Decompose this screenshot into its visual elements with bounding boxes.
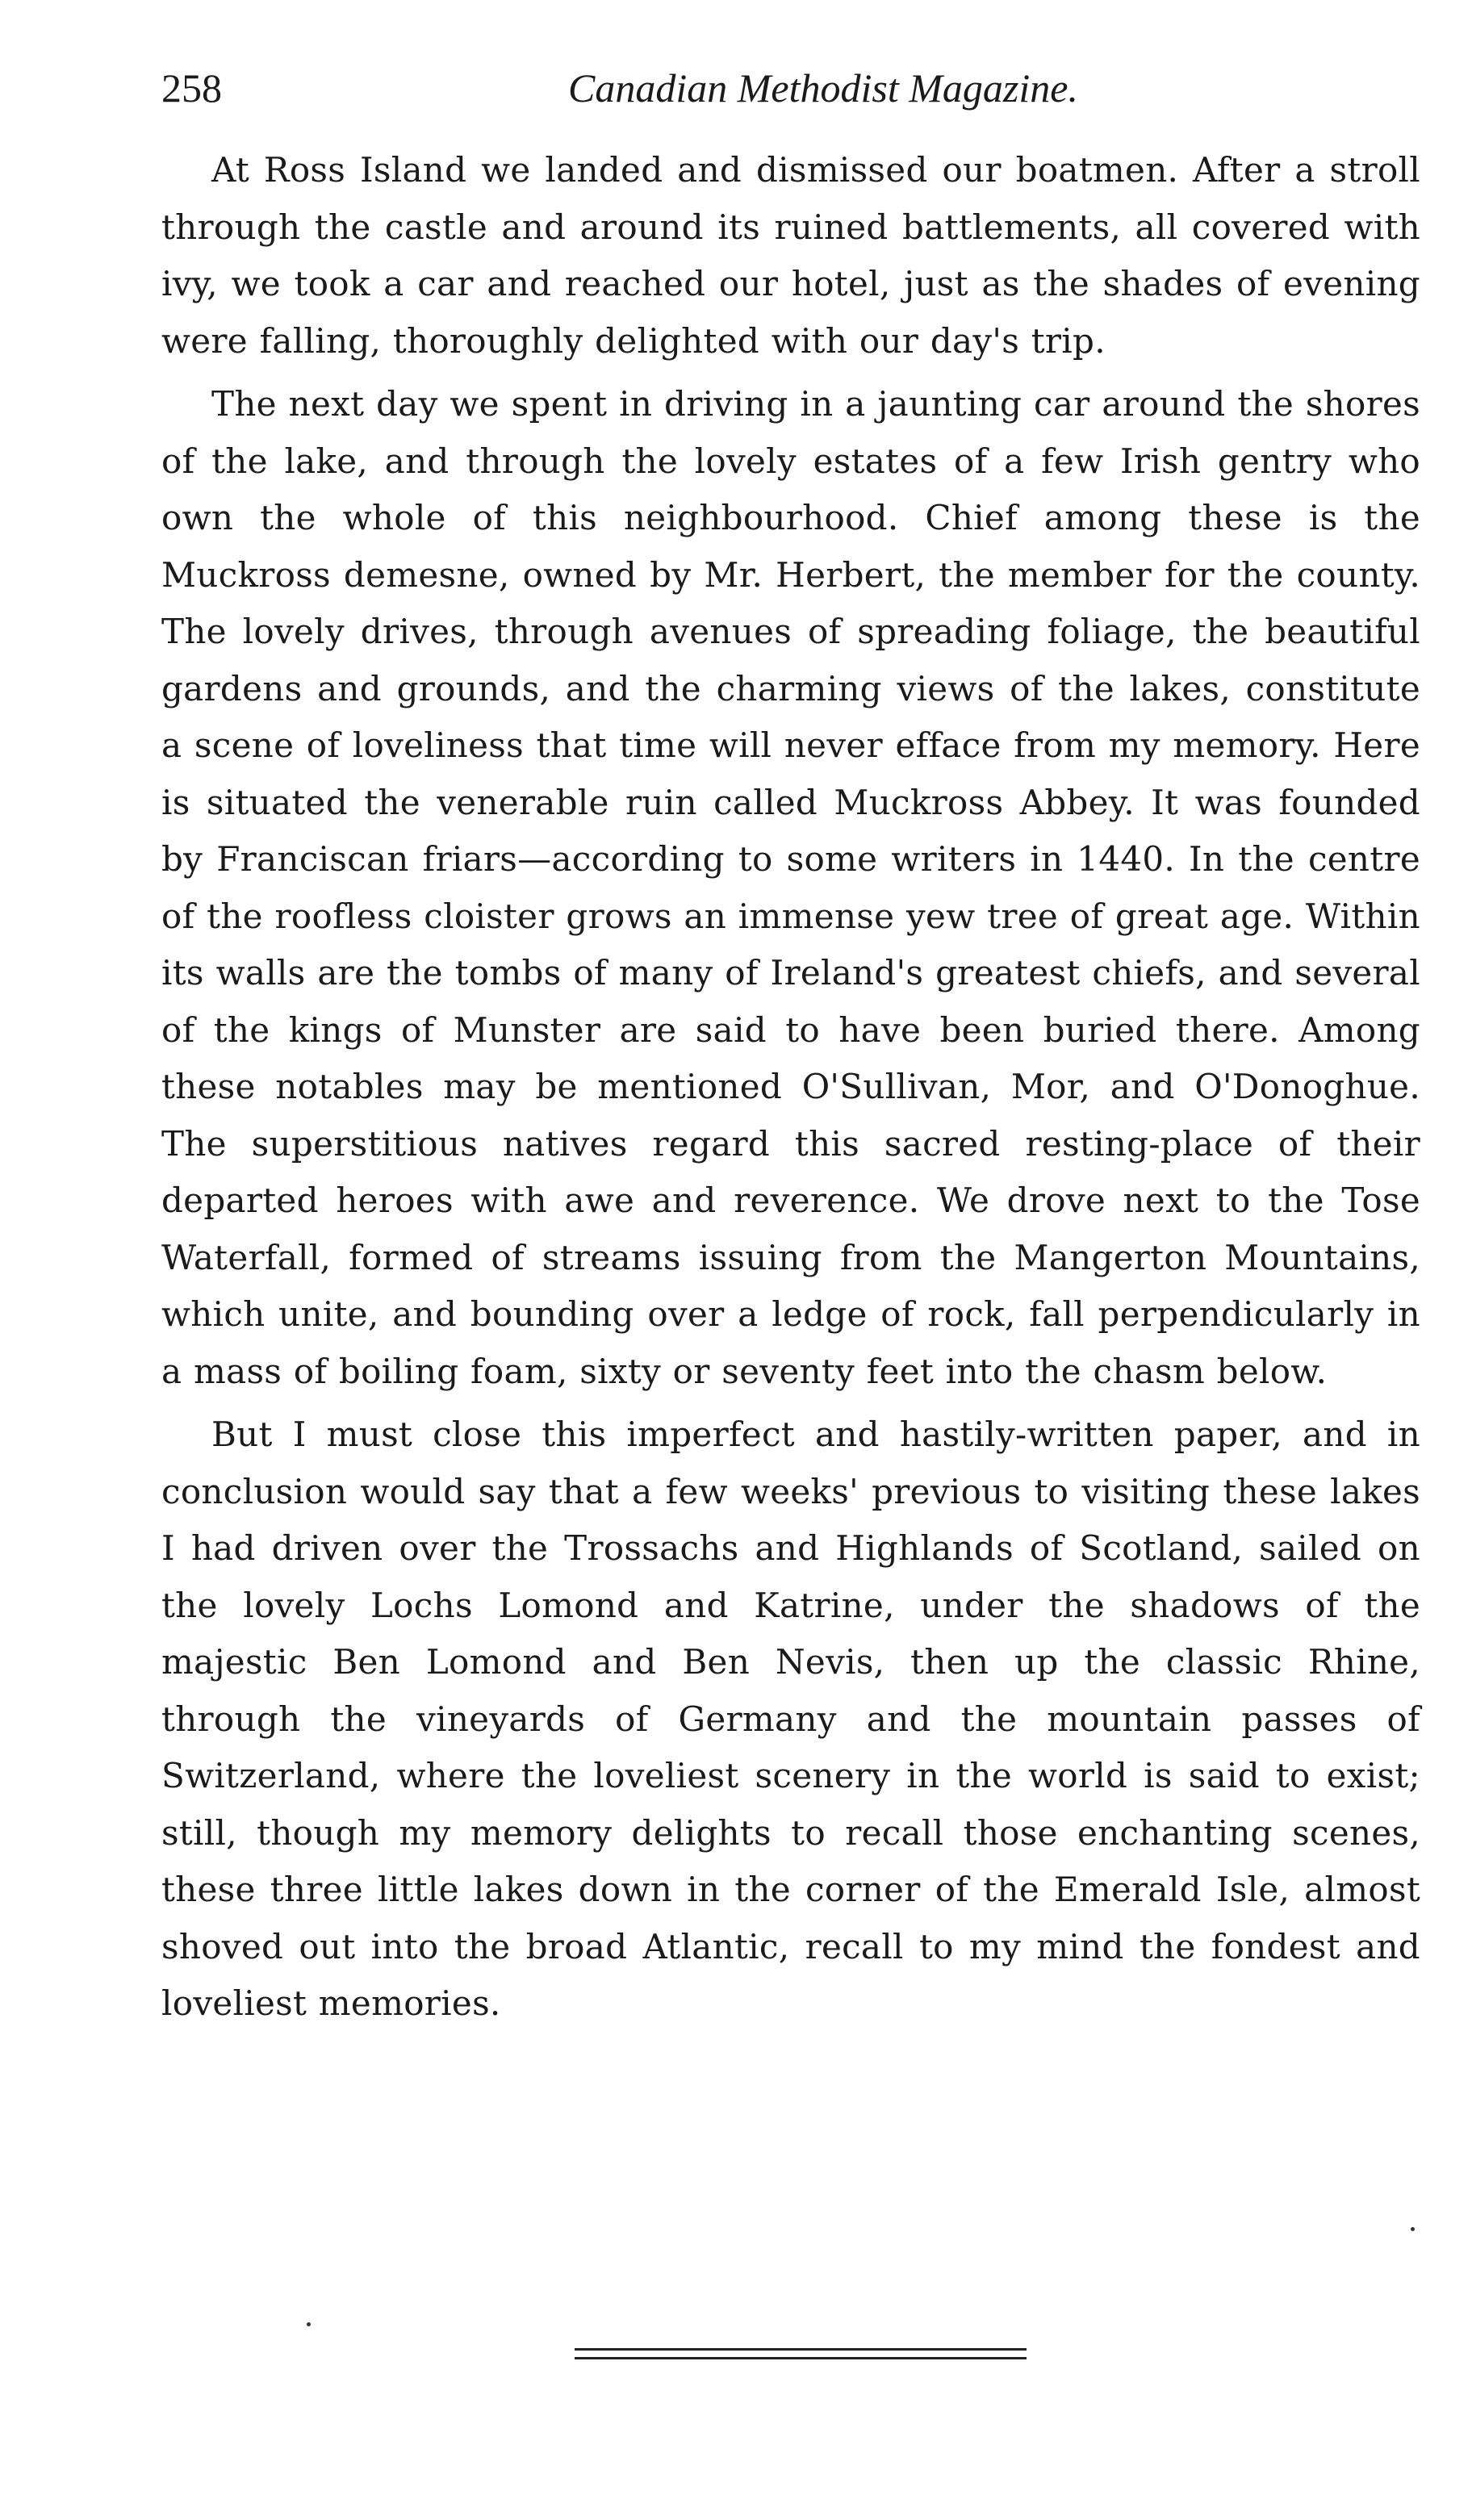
print-speck: [1411, 2227, 1415, 2231]
paragraph-muckross: The next day we spent in driving in a jaunting car around the shores of the lake, and through the lovely estates of a few Irish gentry who own the whole of this neighbourhood. Chief among these is the Muckross demesne, owned by Mr. Herbert, the member for the county. The lovely drives, through avenues of spreading foliage, the beautiful gardens and grounds, and the charming views of the lakes, constitute a scene of loveliness that time will never efface from my memory. Here is situated the venerable ruin called Muckross Abbey. It was founded by Franciscan friars—according to some writers in 1440. In the centre of the roofless cloister grows an immense yew tree of great age. Within its walls are the tombs of many of Ireland's greatest chiefs, and several of the kings of Munster are said to have been buried there. Among these notables may be mentioned O'Sullivan, Mor, and O'Donoghue. The superstitious natives regard this sacred resting-place of their departed heroes with awe and reverence. We drove next to the Tose Waterfall, formed of streams issuing from the Mangerton Mountains, which unite, and bounding over a ledge of rock, fall perpendicularly in a mass of boiling foam, sixty or seventy feet into the chasm below.: [161, 384, 1420, 1391]
print-speck: [307, 2322, 311, 2326]
article-body: [161, 142, 1420, 2039]
running-title: Canadian Methodist Magazine.: [568, 65, 1078, 111]
page-number: 258: [161, 65, 222, 111]
end-of-article-double-rule: [575, 2348, 1027, 2359]
paragraph-ross-island: At Ross Island we landed and dismissed our boatmen. After a stroll through the castle and around its ruined battlements, all covered with ivy, we took a car and reached our hotel, just as the shades of evening were falling, thoroughly delighted with our day's trip.: [161, 150, 1420, 361]
paragraph-conclusion: But I must close this imperfect and hastily-written paper, and in conclusion would say that a few weeks' previous to visiting these lakes I had driven over the Trossachs and Highlands of Scotland, sailed on the lovely Lochs Lomond and Katrine, under the shadows of the majestic Ben Lomond and Ben Nevis, then up the classic Rhine, through the vineyards of Germany and the mountain passes of Switzerland, where the loveliest scenery in the world is said to exist; still, though my memory delights to recall those enchanting scenes, these three little lakes down in the corner of the Emerald Isle, almost shoved out into the broad Atlantic, recall to my mind the fondest and loveliest memories.: [161, 1415, 1420, 2023]
page-header: [161, 52, 1420, 124]
